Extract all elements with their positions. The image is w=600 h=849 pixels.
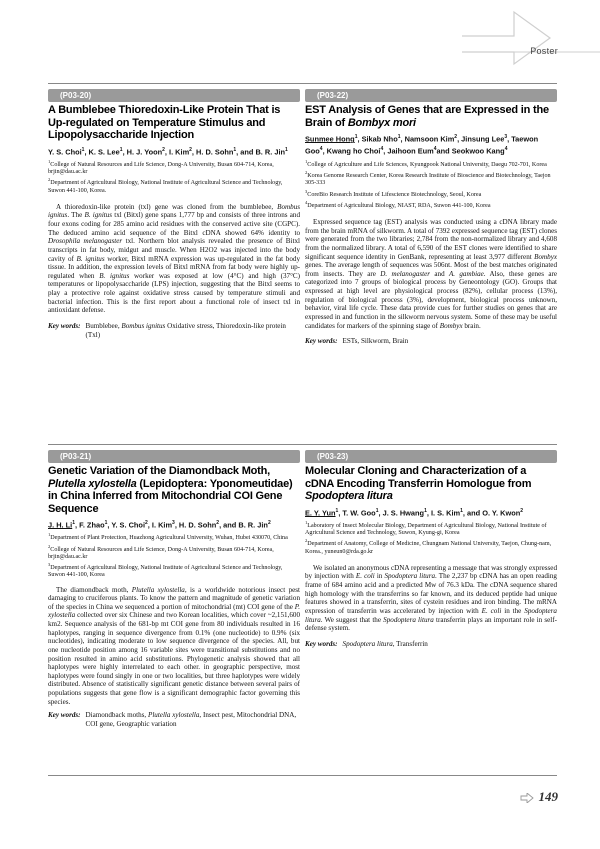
affiliation: $^3$CoreBio Research Institute of Lifescience Biotechnology, Seoul, Korea (305, 188, 482, 198)
keywords-value: Diamondback moths, Plutella xylostella, Insect pest, Mitochondrial DNA, COI gene, Geographic variation (85, 711, 297, 729)
keywords (305, 640, 557, 649)
keywords-label: Key words: (48, 711, 81, 720)
abstract-body: We isolated an anonymous cDNA representing a message that was strongly expressed by injection with E. coli in Spodoptera litura. The 2,237 bp cDNA has an open reading frame of 684 amino acid and a predicted Mw of 76.3 kDa. The cDNA sequence shared high homology with the transferrins so far known, and its deduced peptide had unique features showed in a transferrin, sites of cystein residues and iron binding. The mRNA expression of transferrin was accelerated by injection with E. coli in the Spodoptera litura. We suggest that the Spodoptera litura transferrin plays an important role in self-defense system. (305, 563, 558, 633)
keywords (305, 337, 557, 346)
keywords-label: Key words: (48, 321, 81, 330)
bottom-rule (48, 775, 557, 776)
middle-rule (48, 444, 557, 445)
keywords-label: Key words: (305, 337, 338, 346)
affiliation: $^1$Department of Plant Protection, Huazhong Agricultural University, Wuhan, Hubei 430070, China (48, 532, 288, 542)
abstract-title: EST Analysis of Genes that are Expressed in the Brain of Bombyx mori (305, 104, 549, 129)
keywords (48, 322, 300, 339)
abstract-title: A Bumblebee Thioredoxin-Like Protein That is Up-regulated on Temperature Stimulus and Lipopolysaccharide Injection (48, 104, 281, 141)
arrow-outline-icon (462, 8, 600, 70)
affiliation: $^1$Laboratory of Insect Molecular Biology, Department of Agricultural Biology, National Institute of Agricultural Science and Technology, Suwon, Kyung-gi, Korea (305, 519, 547, 537)
keywords-value: ESTs, Silkworm, Brain (342, 337, 409, 346)
affiliation: $^4$Department of Agricultural Biology, NIAST, RDA, Suwon 441-100, Korea (305, 199, 491, 209)
abstract-p03-20 (48, 89, 300, 339)
keywords-label: Key words: (305, 639, 338, 648)
abstract-p03-22 (305, 89, 557, 346)
keywords-value: Bumblebee, Bombus ignitus Oxidative stress, Thioredoxin-like protein (Txl) (85, 321, 286, 339)
abstract-code: (P03-23) (305, 450, 557, 463)
abstract-p03-23 (305, 450, 557, 649)
affiliation: $^2$Korea Genome Research Center, Korea Research Institute of Bioscience and Biotechnology, Taejon 305-333 (305, 170, 551, 187)
page-number: 149 (538, 789, 558, 804)
affiliation: $^1$College of Agriculture and Life Sciences, Kyungpook National University, Daegu 702-701, Korea (305, 158, 547, 168)
section-header-tab (462, 8, 600, 70)
abstract-title: Molecular Cloning and Characterization of a cDNA Encoding Transferrin Homologue from Spodoptera litura (305, 465, 532, 502)
abstract-authors: E. Y. Yun$^1$, T. W. Goo$^1$, J. S. Hwang$^1$, I. S. Kim$^1$, and O. Y. Kwon$^2$ (305, 507, 524, 517)
abstract-authors: J. H. Li$^1$, F. Zhao$^1$, Y. S. Choi$^2$, I. Kim$^3$, H. D. Sohn$^2$, and B. R. Jin$^2$ (48, 520, 271, 530)
abstract-code: (P03-21) (48, 450, 300, 463)
abstract-authors: Y. S. Choi$^1$, K. S. Lee$^1$, H. J. Yoon$^2$, I. Kim$^2$, H. D. Sohn$^1$, and B. R. Jin$^1$ (48, 146, 288, 156)
abstract-body: A thioredoxin-like protein (txl) gene was cloned from the bumblebee, Bombus ignitus. The B. ignitus txl (Bitxl) gene spans 1,777 bp and consists of three introns and four exons coding for 285 amino acid residues with the conserved active site (CGPC). The deduced amino acid sequence of the Bitxl cDNA showed 64% identity to Drosophila melanogaster txl. Northern blot analysis revealed the presence of Bitxl transcripts in fat body, midgut and muscle. When H2O2 was injected into the body cavity of B. ignitus worker, Bitxl mRNA expression was up-regulated in the fat body tissue. In addition, the expression levels of Bitxl mRNA from fat body were highly up-regulated when B. ignitus worker was exposed at low (4°C) and high (37°C) temperatures or lipopolysaccharide (LPS) injection, suggesting that the Bitxl seems to play a protective role against oxidative stress caused by temperature stimuli and bacterial infection. This is the first report about a functional role of insect txl in antioxidant defense. (48, 202, 300, 315)
affiliation: $^2$College of Natural Resources and Life Science, Dong-A University, Busan 604-714, Korea, brjin@dau.ac.kr (48, 543, 274, 560)
abstract-code: (P03-22) (305, 89, 557, 102)
affiliation: $^3$Department of Agricultural Biology, National Institute of Agricultural Science and Technology, Suwon 441-100, Korea (48, 562, 283, 579)
abstract-body: The diamondback moth, Plutella xylostella, is a worldwide notorious insect pest damaging to cruciferous plants. To know the pattern and magnitude of genetic variation of the species in China we sequenced a portion of mitochondrial (mt) COI gene of the P. xylostella collected over six Chinese and two Korean localities, which cover ~2,151,600 km2. Sequence analysis of the 681-bp mt COI gene from 80 individuals resulted in 16 haplotypes, ranging in sequence divergence from 0.1% (one nucleotide) to 0.9% (six nucleotides), indicating moderate to low sequence divergence of the species. All, but one nucleotide position among 16 variable sites were transitional substitutions and no position resulted in amino acid substitutions. Phylogenetic analysis showed that all haplotypes were highly interrelated to each other. in geographic perspective, most haplotypes were found singly in one or two localities, but three haplotypes were widely distributed. Absence of statistically significant genetic distance between several pairs of populations suggests that gene flow is a significant demographic factor governing this species. (48, 585, 300, 706)
keywords-value: Spodoptera litura, Transferrin (342, 639, 428, 648)
section-label: Poster (530, 46, 558, 56)
abstract-title: Genetic Variation of the Diamondback Moth, Plutella xylostella (Lepidoptera: Yponomeutidae) in China Inferred from Mitochondrial COI Gene Sequence (48, 465, 293, 515)
abstract-body: Expressed sequence tag (EST) analysis was conducted using a cDNA library made from the brain mRNA of silkworm. A total of 7392 expressed sequence tag (EST) clones were generated from the two libraries; 2,784 from the non-normalized library and 4,608 from the normalized library. A total of 6,590 of the EST clones were identified to share significant sequence identity in GenBank, representing at least 3,977 different Bombyx genes. The average length of sequences was 506nt. Most of the best matches originated from insects. They are D. melanogaster and A. gambiae. Also, these genes are categorized into 7 groups of biological process by Geneontology (GO). Groups that expressed at high level are physiological process (82%), cellular process (13%), regulation of biological process (3%), development, biological process unknown, behavior, viral life cycle. These data provide cues for further studies on genes that are expressed in and function in the silkworm nervous system. Some of these may be useful candidates for markers of the spinning stage of Bombyx brain. (305, 218, 557, 330)
affiliation: $^2$Department of Anatomy, College of Medicine, Chungnam National University, Taejon, Chung-nam, Korea., yuneun0@rda.go.kr (305, 538, 552, 555)
affiliation: $^1$College of Natural Resources and Life Science, Dong-A University, Busan 604-714, Korea, brjin@dau.ac.kr (48, 158, 274, 176)
abstract-authors: Sunmee Hong$^1$, Sikab Nho$^1$, Namsoon Kim$^2$, Jinsung Lee$^3$, Taewon Goo$^4$, Kwang ho Choi$^4$, Jaihoon Eum$^4$and Seokwoo Kang$^4$ (305, 134, 539, 156)
abstract-code: (P03-20) (48, 89, 300, 102)
page-arrow-icon (520, 793, 534, 803)
affiliation: $^2$Department of Agricultural Biology, National Institute of Agricultural Science and Technology, Suwon 441-100, Korea. (48, 177, 283, 194)
abstract-p03-21 (48, 450, 300, 729)
keywords (48, 711, 300, 728)
header-rule (48, 83, 557, 84)
